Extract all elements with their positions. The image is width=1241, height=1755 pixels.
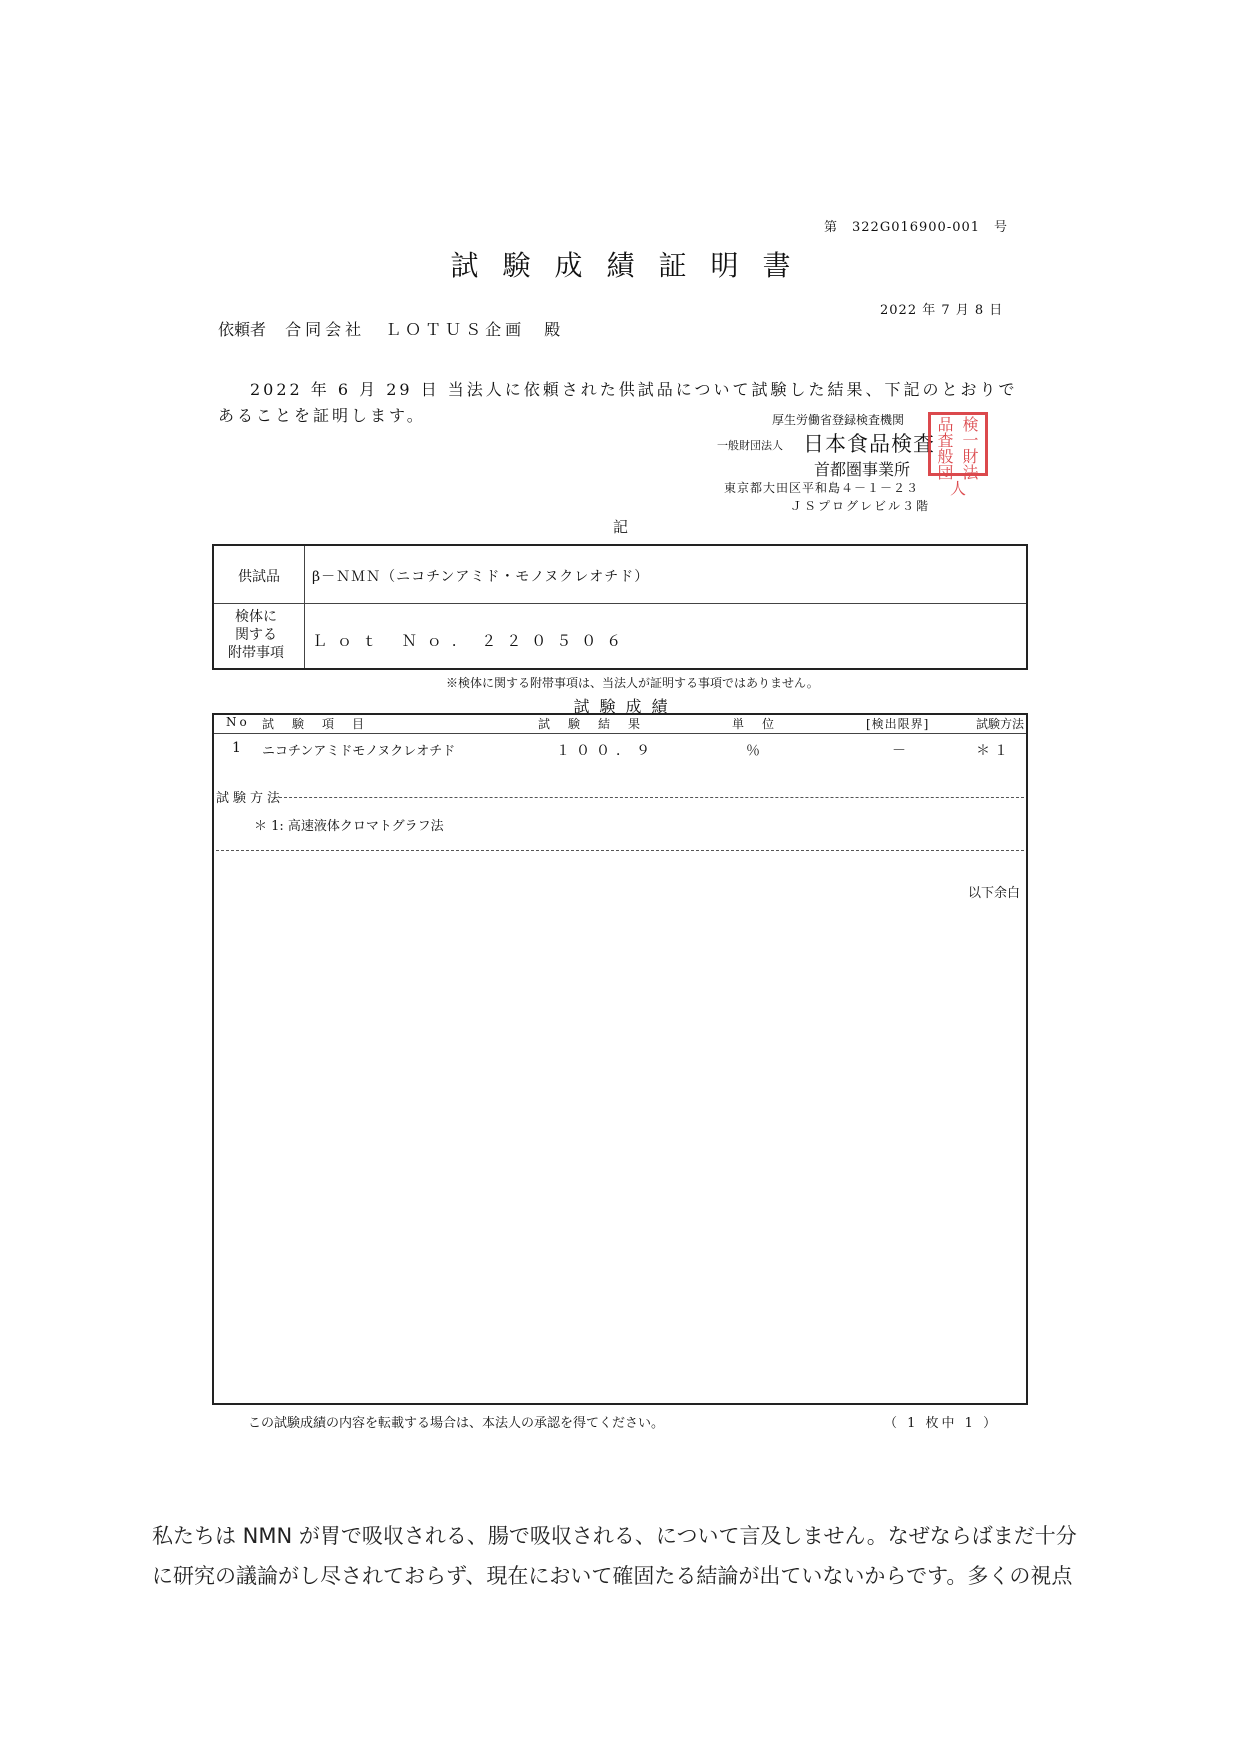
header-item: 試 験 項 目 — [262, 717, 368, 731]
header-method: 試験方法 — [976, 717, 1025, 731]
issuer-address-line1: 東京都大田区平和島４－１－２３ — [724, 481, 920, 495]
dashed-divider — [216, 850, 1024, 851]
header-limit: [検出限界] — [866, 717, 930, 731]
sample-value: β－ＮＭＮ（ニコチンアミド・モノヌクレオチド） — [312, 569, 650, 585]
row-method: ＊１ — [976, 743, 1012, 759]
document-title: 試験成績証明書 — [450, 249, 815, 282]
remainder-blank-note: 以下余白 — [968, 886, 1021, 901]
issuer-address-line2: ＪＳプログレビル３階 — [790, 499, 931, 513]
certification-statement: 2022 年 6 月 29 日 当法人に依頼された供試品について試験した結果、下記のとおりであることを証明します。 — [218, 380, 1018, 425]
row-item: ニコチンアミドモノヌクレオチド — [262, 744, 456, 759]
dashed-divider — [274, 797, 1024, 798]
client-label: 依頼者 — [218, 320, 267, 339]
issuer-org-name: 日本食品検査 — [803, 432, 935, 456]
ki-mark: 記 — [612, 518, 628, 536]
header-no: No — [226, 715, 250, 729]
client-line — [218, 317, 560, 340]
commentary-paragraph: 私たちは NMN が胃で吸収される、腸で吸収される、について言及しません。なぜならばまだ十分に研究の議論がし尽されておらず、現在において確固たる結論が出ていないからです。多くの視点 — [152, 1524, 1077, 1588]
reprint-notice: この試験成績の内容を転載する場合は、本法人の承認を得てください。 — [248, 1416, 665, 1431]
specimen-label: 検体に 関する 附帯事項 — [228, 609, 284, 661]
client-honorific: 殿 — [544, 320, 561, 339]
sample-label: 供試品 — [238, 569, 280, 585]
method-section-label: 試験方法 — [216, 791, 285, 806]
page-count: （ 1 枚中 1 ） — [884, 1416, 1000, 1431]
row-result: １００．９ — [556, 743, 656, 759]
issuer-office: 首都圏事業所 — [814, 460, 911, 479]
issuer-org-type: 一般財団法人 — [717, 439, 783, 452]
official-seal-icon: 品 検 査 一 般 財 団 法 人 — [928, 412, 988, 476]
header-unit: 単 位 — [732, 717, 778, 731]
certificate-number: 第 322G016900-001 号 — [824, 220, 1009, 235]
sample-info-table — [212, 544, 1028, 670]
specimen-value: Ｌｏｔ Ｎｏ. ２２０５０６ — [312, 632, 632, 650]
issue-date: 2022 年 7 月 8 日 — [880, 303, 1004, 318]
specimen-note: ※検体に関する附帯事項は、当法人が証明する事項ではありません。 — [446, 676, 819, 690]
client-company: 合同会社 ＬＯＴＵＳ企画 — [285, 320, 526, 339]
row-unit: ％ — [746, 743, 760, 759]
row-limit: － — [892, 743, 906, 759]
results-title: 試験成績 — [573, 697, 678, 716]
header-result: 試 験 結 果 — [538, 717, 644, 731]
issuer-registration: 厚生労働省登録検査機関 — [772, 413, 905, 427]
row-no: 1 — [232, 740, 241, 756]
method-note: ＊ 1: 高速液体クロマトグラフ法 — [254, 819, 444, 834]
